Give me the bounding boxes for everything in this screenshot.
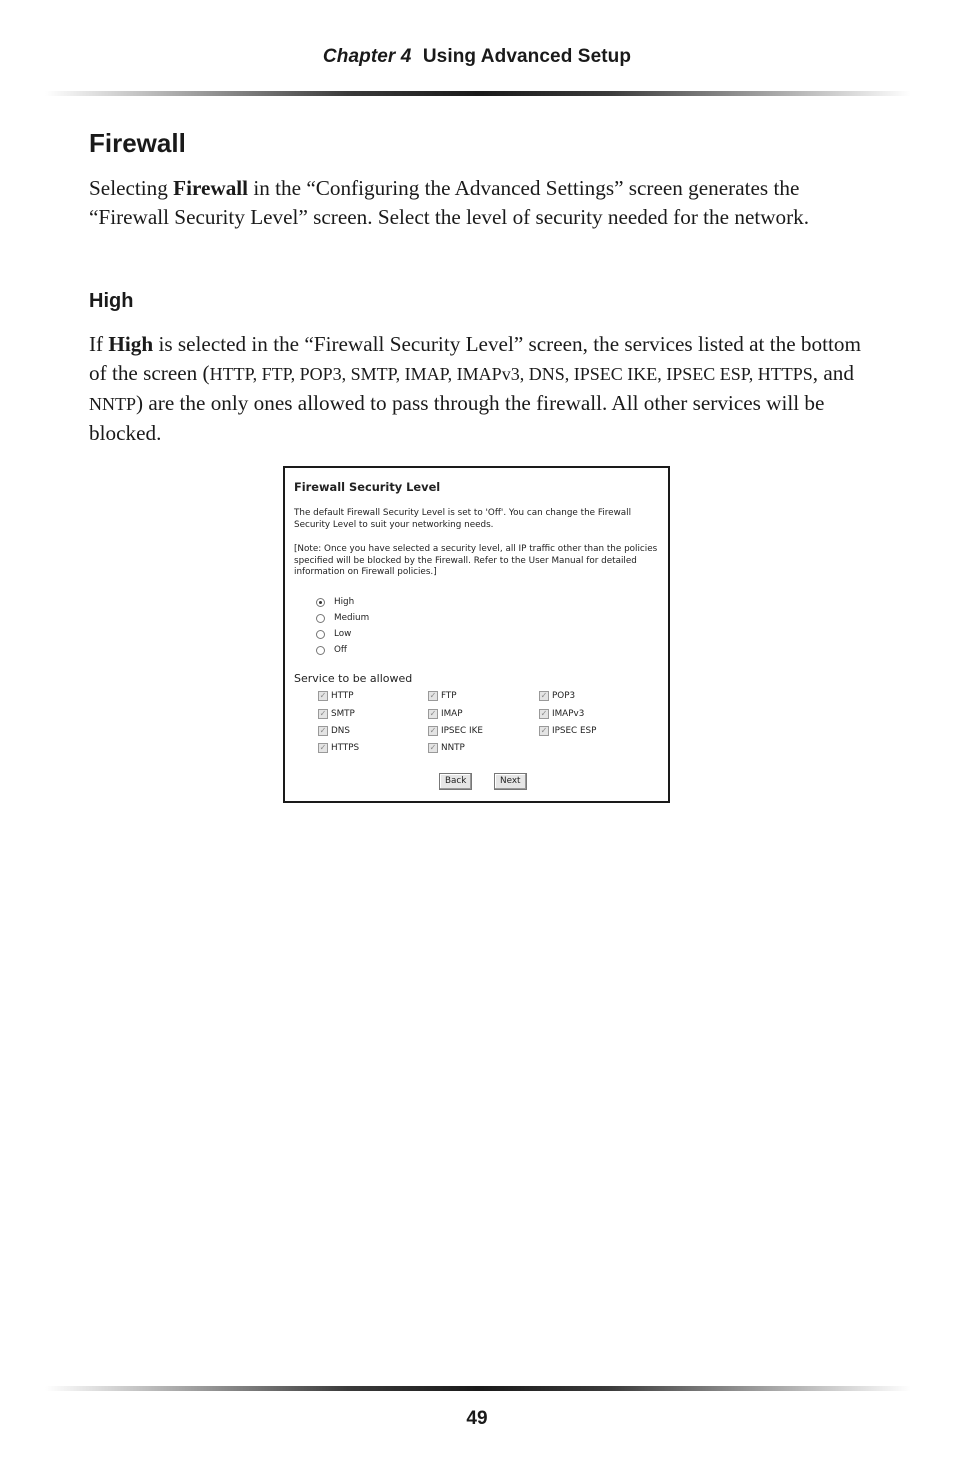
high-text-bold: High [108,332,154,356]
service-ipsec-ike [428,725,483,737]
chapter-label: Chapter 4 [322,46,412,67]
page-number: 49 [466,1408,488,1429]
service-label: IMAPv3 [552,709,585,719]
high-text-post: ) are the only ones allowed to pass through the firewall. All other services will be blocked. [89,391,825,445]
radio-selected-icon[interactable] [316,598,325,607]
service-dns [318,725,350,737]
service-label: HTTP [331,691,354,701]
service-imap [428,708,463,720]
service-label: SMTP [331,709,355,719]
firewall-security-screenshot [283,466,670,803]
service-imapv3 [539,708,584,720]
level-label: Medium [334,613,370,623]
level-label: Off [334,645,347,655]
radio-icon[interactable] [316,630,325,639]
screenshot-title: Firewall Security Level [294,480,441,494]
screenshot-default-text: The default Firewall Security Level is set to 'Off'. You can change the Firewall Security Level to suit your networking needs. [294,508,632,530]
checkbox-checked-icon: ✓ [540,709,548,718]
high-text-mid: is selected in the “Firewall Security Level” screen, the services listed at the bottom of the screen ( [89,332,861,385]
service-label: IMAP [441,709,463,719]
section-title: Firewall [89,128,186,158]
checkbox-checked-icon: ✓ [429,691,437,700]
high-text-pre: If [89,332,109,356]
header-rule [45,91,911,96]
service-label: FTP [441,691,457,701]
checkbox-checked-icon: ✓ [540,726,548,735]
checkbox-checked-icon: ✓ [319,691,327,700]
level-option-off[interactable] [316,643,347,657]
subsection-title: High [89,290,134,312]
next-button[interactable]: Next [494,773,527,790]
radio-icon[interactable] [316,614,325,623]
service-label: DNS [331,726,350,736]
checkbox-checked-icon: ✓ [319,709,327,718]
checkbox-checked-icon: ✓ [429,743,437,752]
level-option-high[interactable] [316,595,354,609]
service-label: HTTPS [331,743,360,753]
checkbox-checked-icon: ✓ [429,726,437,735]
intro-text-bold: Firewall [173,176,249,200]
service-label: IPSEC IKE [441,726,483,736]
service-nntp [428,742,465,754]
high-text-services: HTTP, FTP, POP3, SMTP, IMAP, IMAPv3, DNS, IPSEC IKE, IPSEC ESP, HTTPS [209,364,813,384]
footer-rule [45,1386,911,1391]
intro-paragraph [89,174,879,232]
service-http [318,690,354,702]
high-text-and: , and [812,361,854,385]
service-smtp [318,708,355,720]
intro-text-pre: Selecting [89,176,174,200]
high-paragraph [89,330,879,448]
high-text-last: NNTP [89,394,137,414]
checkbox-checked-icon: ✓ [540,691,548,700]
radio-icon[interactable] [316,646,325,655]
service-pop3 [539,690,575,702]
service-label: NNTP [441,743,465,753]
services-label: Service to be allowed [294,672,413,685]
running-header [0,46,954,68]
chapter-title: Using Advanced Setup [422,46,632,67]
service-ipsec-esp [539,725,596,737]
level-option-medium[interactable] [316,611,369,625]
checkbox-checked-icon: ✓ [319,726,327,735]
screenshot-note-text: [Note: Once you have selected a security level, all IP traffic other than the policies specified will be blocked by the Firewall. Refer to the User Manual for detailed information on Firewall policies.] [294,544,658,577]
service-label: POP3 [552,691,576,701]
intro-text-post: in the “Configuring the Advanced Settings” screen generates the “Firewall Security Level” screen. Select the level of security needed for the network. [89,176,810,229]
level-label: Low [334,629,352,639]
level-option-low[interactable] [316,627,351,641]
checkbox-checked-icon: ✓ [429,709,437,718]
level-label: High [334,597,355,607]
service-https [318,742,359,754]
service-ftp [428,690,457,702]
service-label: IPSEC ESP [552,726,597,736]
checkbox-checked-icon: ✓ [319,743,327,752]
back-button[interactable]: Back [439,773,472,790]
